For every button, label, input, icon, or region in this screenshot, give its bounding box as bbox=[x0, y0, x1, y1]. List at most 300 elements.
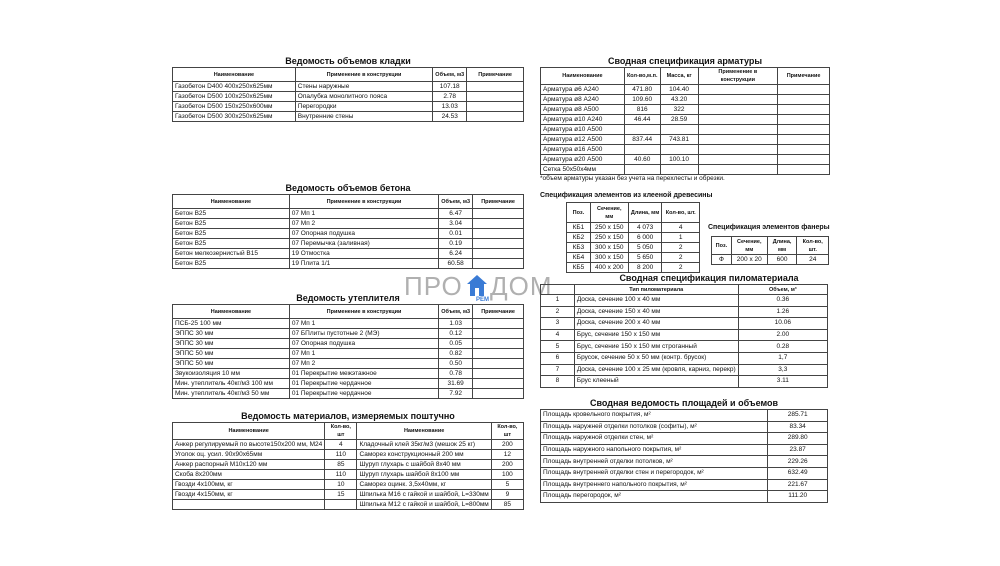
table-row bbox=[541, 421, 828, 433]
areas-block bbox=[540, 398, 828, 503]
table-cell: 4 bbox=[662, 223, 700, 233]
column-header: Кол-во, шт. bbox=[662, 203, 700, 223]
table-cell: Площадь внутренней отделки стен и перегородок, м² bbox=[541, 467, 768, 479]
pieces-title: Ведомость материалов, измеряемых поштучно bbox=[241, 411, 455, 421]
table-row bbox=[541, 341, 828, 353]
table-cell: 1.03 bbox=[439, 319, 473, 329]
lumber-block bbox=[540, 273, 828, 388]
table-cell bbox=[660, 145, 698, 155]
table-cell: Арматура ø16 А500 bbox=[541, 145, 625, 155]
table-cell: 6.47 bbox=[439, 209, 473, 219]
table-header-row bbox=[541, 285, 828, 295]
table-cell: Площадь внутренней отделки потолков, м² bbox=[541, 456, 768, 468]
table-cell: Ф bbox=[712, 255, 732, 265]
table-row bbox=[541, 433, 828, 445]
table-cell: 7 bbox=[541, 364, 575, 376]
table-cell: Анкер распорный М10х120 мм bbox=[173, 460, 325, 470]
table-cell bbox=[473, 219, 524, 229]
table-cell: 104.40 bbox=[660, 85, 698, 95]
table-cell bbox=[467, 82, 524, 92]
column-header: Объем, м3 bbox=[433, 68, 467, 82]
table-row bbox=[541, 318, 828, 330]
table-cell: Мин. утеплитель 40кг/м3 50 мм bbox=[173, 389, 290, 399]
table-cell: 0.19 bbox=[439, 239, 473, 249]
table-cell: Саморез конструкционный 200 мм bbox=[357, 450, 491, 460]
table-cell bbox=[473, 319, 524, 329]
table-cell: 24 bbox=[797, 255, 829, 265]
table-cell: ЭППС 30 мм bbox=[173, 329, 290, 339]
table-cell: 2 bbox=[662, 263, 700, 273]
areas-table bbox=[540, 409, 828, 503]
table-cell bbox=[473, 329, 524, 339]
table-row bbox=[712, 255, 829, 265]
table-cell: 3 bbox=[541, 318, 575, 330]
table-cell: 0.28 bbox=[738, 341, 827, 353]
table-row bbox=[541, 410, 828, 422]
table-cell bbox=[698, 115, 778, 125]
table-cell: Скоба 8х200мм bbox=[173, 470, 325, 480]
table-cell bbox=[778, 165, 830, 175]
column-header: Сечение, мм bbox=[590, 203, 628, 223]
insulation-title: Ведомость утеплителя bbox=[296, 293, 400, 303]
table-cell bbox=[778, 95, 830, 105]
column-header: Наименование bbox=[173, 423, 325, 440]
table-cell: 1 bbox=[541, 295, 575, 307]
lumber-table bbox=[540, 284, 828, 388]
table-cell: 4 bbox=[541, 329, 575, 341]
table-cell: 0.05 bbox=[439, 339, 473, 349]
rebar-block bbox=[540, 56, 830, 182]
table-row bbox=[173, 102, 524, 112]
column-header: Тип пиломатериала bbox=[574, 285, 738, 295]
table-row bbox=[541, 329, 828, 341]
table-cell: 285.71 bbox=[768, 410, 828, 422]
table-cell: 60.58 bbox=[439, 259, 473, 269]
table-cell: 07 Перемычка (заливная) bbox=[289, 239, 438, 249]
table-header-row bbox=[541, 68, 830, 85]
table-cell: Арматура ø8 А500 bbox=[541, 105, 625, 115]
table-cell: 2.78 bbox=[433, 92, 467, 102]
table-cell: Бетон В25 bbox=[173, 239, 290, 249]
table-cell bbox=[778, 135, 830, 145]
table-cell bbox=[473, 349, 524, 359]
masonry-title: Ведомость объемов кладки bbox=[285, 56, 411, 66]
table-cell: 31.69 bbox=[439, 379, 473, 389]
table-row bbox=[541, 444, 828, 456]
table-cell: 5 050 bbox=[628, 243, 662, 253]
table-cell bbox=[698, 145, 778, 155]
table-cell bbox=[473, 249, 524, 259]
table-row bbox=[173, 379, 524, 389]
pieces-table bbox=[172, 422, 524, 510]
table-cell: 07 Мп 1 bbox=[289, 349, 438, 359]
table-header-row bbox=[173, 423, 524, 440]
column-header: Кол-во, шт bbox=[325, 423, 357, 440]
table-row bbox=[541, 85, 830, 95]
table-cell bbox=[473, 359, 524, 369]
table-cell bbox=[778, 85, 830, 95]
table-cell: Арматура ø12 А500 bbox=[541, 135, 625, 145]
table-cell: 10 bbox=[325, 480, 357, 490]
column-header: Объем, м3 bbox=[439, 195, 473, 209]
table-header-row bbox=[173, 195, 524, 209]
masonry-block bbox=[172, 56, 524, 122]
table-cell: 1,7 bbox=[738, 352, 827, 364]
table-cell: 0.50 bbox=[439, 359, 473, 369]
column-header: Длина, мм bbox=[628, 203, 662, 223]
table-cell: 100 bbox=[491, 470, 523, 480]
column-header: Кол-во, шт. bbox=[797, 237, 829, 255]
table-cell: 110 bbox=[325, 450, 357, 460]
table-cell: Бетон В25 bbox=[173, 259, 290, 269]
column-header: Примечание bbox=[778, 68, 830, 85]
table-cell: Сетка 50х50х4мм bbox=[541, 165, 625, 175]
table-cell: 5 650 bbox=[628, 253, 662, 263]
table-cell: 322 bbox=[660, 105, 698, 115]
table-cell: 07 Мп 2 bbox=[289, 219, 438, 229]
table-cell bbox=[778, 105, 830, 115]
table-row bbox=[541, 306, 828, 318]
table-row bbox=[173, 359, 524, 369]
column-header: Кол-во,м.п. bbox=[624, 68, 660, 85]
table-cell: 2 bbox=[662, 253, 700, 263]
table-cell: 19 Плита 1/1 bbox=[289, 259, 438, 269]
table-cell bbox=[778, 155, 830, 165]
table-cell: 24.53 bbox=[433, 112, 467, 122]
table-cell bbox=[473, 259, 524, 269]
table-cell bbox=[325, 500, 357, 510]
table-row bbox=[173, 349, 524, 359]
column-header: Примечание bbox=[473, 305, 524, 319]
table-row bbox=[541, 364, 828, 376]
table-cell bbox=[473, 379, 524, 389]
table-row bbox=[173, 82, 524, 92]
column-header: Наименование bbox=[541, 68, 625, 85]
table-row bbox=[541, 456, 828, 468]
column-header: Масса, кг bbox=[660, 68, 698, 85]
lumber-title: Сводная спецификация пиломатериала bbox=[619, 273, 799, 283]
table-cell: 1 bbox=[662, 233, 700, 243]
table-cell: 2 bbox=[662, 243, 700, 253]
table-row bbox=[541, 295, 828, 307]
table-row bbox=[173, 229, 524, 239]
rebar-table bbox=[540, 67, 830, 175]
table-cell: 15 bbox=[325, 490, 357, 500]
table-row bbox=[173, 480, 524, 490]
table-row bbox=[173, 339, 524, 349]
table-cell bbox=[698, 105, 778, 115]
column-header: Объем, м3 bbox=[439, 305, 473, 319]
pieces-block bbox=[172, 411, 524, 510]
table-row bbox=[173, 239, 524, 249]
concrete-block bbox=[172, 183, 524, 269]
table-cell: Площадь перегородок, м² bbox=[541, 491, 768, 503]
table-header-row bbox=[712, 237, 829, 255]
table-cell: 111.20 bbox=[768, 491, 828, 503]
table-cell: КБ2 bbox=[567, 233, 591, 243]
column-header: Длина, мм bbox=[767, 237, 797, 255]
table-cell: Перегородки bbox=[295, 102, 433, 112]
table-cell: 400 х 200 bbox=[590, 263, 628, 273]
table-cell: 3.04 bbox=[439, 219, 473, 229]
table-cell bbox=[778, 125, 830, 135]
table-cell: Уголок оц. усил. 90х90х65мм bbox=[173, 450, 325, 460]
table-cell: 300 х 150 bbox=[590, 253, 628, 263]
table-cell: Доска, сечение 100 х 40 мм bbox=[574, 295, 738, 307]
table-cell: ЭППС 30 мм bbox=[173, 339, 290, 349]
table-cell: 250 х 150 bbox=[590, 233, 628, 243]
table-cell bbox=[473, 369, 524, 379]
table-cell: КБ4 bbox=[567, 253, 591, 263]
glulam-block bbox=[540, 190, 740, 201]
table-cell: 2 bbox=[541, 306, 575, 318]
table-row bbox=[173, 329, 524, 339]
plywood-title: Спецификация элементов фанеры bbox=[708, 224, 830, 231]
table-cell: 1.26 bbox=[738, 306, 827, 318]
table-cell: 19 Отмостка bbox=[289, 249, 438, 259]
table-cell: 250 х 150 bbox=[590, 223, 628, 233]
table-cell: 07 Опорная подушка bbox=[289, 229, 438, 239]
table-cell bbox=[698, 135, 778, 145]
table-cell: 0.36 bbox=[738, 295, 827, 307]
table-cell: Гвозди 4х100мм, кг bbox=[173, 480, 325, 490]
table-row bbox=[541, 95, 830, 105]
table-cell: 46.44 bbox=[624, 115, 660, 125]
table-cell: 4 073 bbox=[628, 223, 662, 233]
column-header: Поз. bbox=[567, 203, 591, 223]
table-cell: ЭППС 50 мм bbox=[173, 359, 290, 369]
table-cell: 100.10 bbox=[660, 155, 698, 165]
table-cell: 109.60 bbox=[624, 95, 660, 105]
table-cell: Бетон мелкозернистый В15 bbox=[173, 249, 290, 259]
table-cell: 8 200 bbox=[628, 263, 662, 273]
table-header-row bbox=[173, 68, 524, 82]
table-row bbox=[541, 165, 830, 175]
table-cell: 6 bbox=[541, 352, 575, 364]
table-header-row bbox=[173, 305, 524, 319]
table-cell bbox=[698, 155, 778, 165]
table-cell: 5 bbox=[541, 341, 575, 353]
table-cell: Доска, сечение 150 х 40 мм bbox=[574, 306, 738, 318]
table-row bbox=[567, 233, 700, 243]
table-cell: Арматура ø10 А500 bbox=[541, 125, 625, 135]
table-cell: Площадь наружной отделки стен, м² bbox=[541, 433, 768, 445]
table-cell: Шуруп глухарь с шайбой 8х40 мм bbox=[357, 460, 491, 470]
concrete-title: Ведомость объемов бетона bbox=[285, 183, 411, 193]
table-cell bbox=[778, 145, 830, 155]
table-cell: ЭППС 50 мм bbox=[173, 349, 290, 359]
table-cell: Бетон В25 bbox=[173, 209, 290, 219]
table-row bbox=[567, 263, 700, 273]
table-row bbox=[173, 440, 524, 450]
table-row bbox=[173, 500, 524, 510]
table-cell bbox=[624, 165, 660, 175]
table-cell: 0.82 bbox=[439, 349, 473, 359]
column-header: Наименование bbox=[173, 305, 290, 319]
table-cell: 3.11 bbox=[738, 376, 827, 388]
table-cell: 07 Мп 1 bbox=[289, 209, 438, 219]
table-cell: 600 bbox=[767, 255, 797, 265]
table-row bbox=[541, 491, 828, 503]
table-cell: 6 000 bbox=[628, 233, 662, 243]
table-cell: КБ5 bbox=[567, 263, 591, 273]
table-cell: Площадь внутреннего напольного покрытия, м² bbox=[541, 479, 768, 491]
table-cell bbox=[473, 239, 524, 249]
table-row bbox=[173, 249, 524, 259]
table-cell bbox=[698, 95, 778, 105]
table-row bbox=[541, 479, 828, 491]
table-cell: 23.87 bbox=[768, 444, 828, 456]
table-cell: 01 Перекрытие чердачное bbox=[289, 379, 438, 389]
table-cell: Арматура ø10 А240 bbox=[541, 115, 625, 125]
column-header: Применение в конструкции bbox=[289, 305, 438, 319]
table-cell bbox=[698, 165, 778, 175]
table-cell: КБ1 bbox=[567, 223, 591, 233]
column-header: Применение в конструкции bbox=[295, 68, 433, 82]
table-cell: 4 bbox=[325, 440, 357, 450]
table-cell: 07 БПлиты пустотные 2 (МЭ) bbox=[289, 329, 438, 339]
table-cell: 83.34 bbox=[768, 421, 828, 433]
table-cell: Доска, сечение 200 х 40 мм bbox=[574, 318, 738, 330]
table-row bbox=[541, 155, 830, 165]
table-row bbox=[173, 369, 524, 379]
table-cell: Звукоизоляция 10 мм bbox=[173, 369, 290, 379]
table-cell: 200 bbox=[491, 460, 523, 470]
table-cell: Арматура ø6 А240 bbox=[541, 85, 625, 95]
table-cell: ПСБ-25 100 мм bbox=[173, 319, 290, 329]
table-cell: 07 Опорная подушка bbox=[289, 339, 438, 349]
table-cell: Бетон В25 bbox=[173, 229, 290, 239]
table-cell: 43.20 bbox=[660, 95, 698, 105]
table-row bbox=[567, 253, 700, 263]
logo-left-text: ПРО bbox=[404, 271, 463, 301]
table-row bbox=[541, 145, 830, 155]
glulam-table bbox=[566, 202, 700, 273]
table-cell: 01 Перекрытие межэтажное bbox=[289, 369, 438, 379]
pro-dom-logo bbox=[404, 271, 553, 303]
table-cell: Саморез оцинк. 3,5х40мм, кг bbox=[357, 480, 491, 490]
table-cell: 0.12 bbox=[439, 329, 473, 339]
table-row bbox=[541, 467, 828, 479]
table-cell: 07 Мп 2 bbox=[289, 359, 438, 369]
table-cell: 9 bbox=[491, 490, 523, 500]
table-cell: Арматура ø20 А500 bbox=[541, 155, 625, 165]
table-cell: Бетон В25 bbox=[173, 219, 290, 229]
table-cell: Площадь наружней отделки потолков (софиты), м² bbox=[541, 421, 768, 433]
table-row bbox=[173, 219, 524, 229]
table-row bbox=[567, 223, 700, 233]
column-header: Наименование bbox=[173, 195, 290, 209]
house-icon bbox=[466, 274, 488, 298]
concrete-table bbox=[172, 194, 524, 269]
table-cell bbox=[660, 165, 698, 175]
table-cell: Газобетон D500 150х250х600мм bbox=[173, 102, 296, 112]
plywood-table-wrap bbox=[711, 236, 829, 265]
table-cell: Арматура ø8 А240 bbox=[541, 95, 625, 105]
table-cell bbox=[473, 229, 524, 239]
table-cell: Площадь кровельного покрытия, м² bbox=[541, 410, 768, 422]
table-cell: 229.26 bbox=[768, 456, 828, 468]
table-row bbox=[173, 92, 524, 102]
table-cell: Площадь наружного напольного покрытия, м² bbox=[541, 444, 768, 456]
table-cell: 8 bbox=[541, 376, 575, 388]
insulation-block bbox=[172, 293, 524, 399]
table-row bbox=[173, 490, 524, 500]
table-cell: Гвозди 4х150мм, кг bbox=[173, 490, 325, 500]
table-row bbox=[567, 243, 700, 253]
column-header: Применение в конструкции bbox=[698, 68, 778, 85]
table-cell: 0.78 bbox=[439, 369, 473, 379]
table-cell: 01 Перекрытие чердачное bbox=[289, 389, 438, 399]
table-cell bbox=[624, 145, 660, 155]
table-cell: 471.80 bbox=[624, 85, 660, 95]
table-cell: Анкер регулируемый по высоте150х200 мм, М24 bbox=[173, 440, 325, 450]
table-cell: 28.59 bbox=[660, 115, 698, 125]
plywood-table bbox=[711, 236, 829, 265]
column-header: Объем, м³ bbox=[738, 285, 827, 295]
table-cell: 2.00 bbox=[738, 329, 827, 341]
table-cell: КБ3 bbox=[567, 243, 591, 253]
column-header: Применение в конструкции bbox=[289, 195, 438, 209]
table-row bbox=[541, 376, 828, 388]
table-row bbox=[173, 319, 524, 329]
table-cell: Мин. утеплитель 40кг/м3 100 мм bbox=[173, 379, 290, 389]
table-row bbox=[173, 450, 524, 460]
table-cell: 200 bbox=[491, 440, 523, 450]
column-header: Примечание bbox=[473, 195, 524, 209]
table-cell: Брус, сечение 150 х 150 мм bbox=[574, 329, 738, 341]
table-cell: 816 bbox=[624, 105, 660, 115]
table-cell bbox=[660, 125, 698, 135]
table-cell: Газобетон D500 300х250х625мм bbox=[173, 112, 296, 122]
areas-title: Сводная ведомость площадей и объемов bbox=[589, 398, 779, 408]
table-cell: 6.24 bbox=[439, 249, 473, 259]
table-cell: 13.03 bbox=[433, 102, 467, 112]
table-cell: 5 bbox=[491, 480, 523, 490]
rebar-title: Сводная спецификация арматуры bbox=[607, 56, 763, 66]
table-cell: Шпилька М12 с гайкой и шайбой, L=800мм bbox=[357, 500, 491, 510]
table-cell: 200 х 20 bbox=[731, 255, 767, 265]
table-header-row bbox=[567, 203, 700, 223]
table-cell: Кладочный клей 35кг/м3 (мешок 25 кг) bbox=[357, 440, 491, 450]
column-header: Наименование bbox=[173, 68, 296, 82]
table-cell: Брусок, сечение 50 х 50 мм (контр. брусок) bbox=[574, 352, 738, 364]
table-cell: Опалубка монолитного пояса bbox=[295, 92, 433, 102]
table-cell bbox=[698, 85, 778, 95]
plywood-block bbox=[708, 222, 834, 233]
table-cell bbox=[624, 125, 660, 135]
table-row bbox=[173, 389, 524, 399]
table-row bbox=[541, 125, 830, 135]
table-row bbox=[541, 135, 830, 145]
table-cell: 40.60 bbox=[624, 155, 660, 165]
insulation-table bbox=[172, 304, 524, 399]
table-cell: 110 bbox=[325, 470, 357, 480]
table-cell: 85 bbox=[491, 500, 523, 510]
table-cell bbox=[467, 102, 524, 112]
table-cell: 632.49 bbox=[768, 467, 828, 479]
table-cell bbox=[778, 115, 830, 125]
table-cell: 221.67 bbox=[768, 479, 828, 491]
table-cell bbox=[473, 389, 524, 399]
table-cell: 7.92 bbox=[439, 389, 473, 399]
column-header bbox=[541, 285, 575, 295]
table-cell: Стены наружные bbox=[295, 82, 433, 92]
table-cell: 3,3 bbox=[738, 364, 827, 376]
table-cell: 300 х 150 bbox=[590, 243, 628, 253]
rebar-note: *объем арматуры указан без учета на перехлесты и обрезки. bbox=[540, 175, 725, 182]
table-cell bbox=[173, 500, 325, 510]
